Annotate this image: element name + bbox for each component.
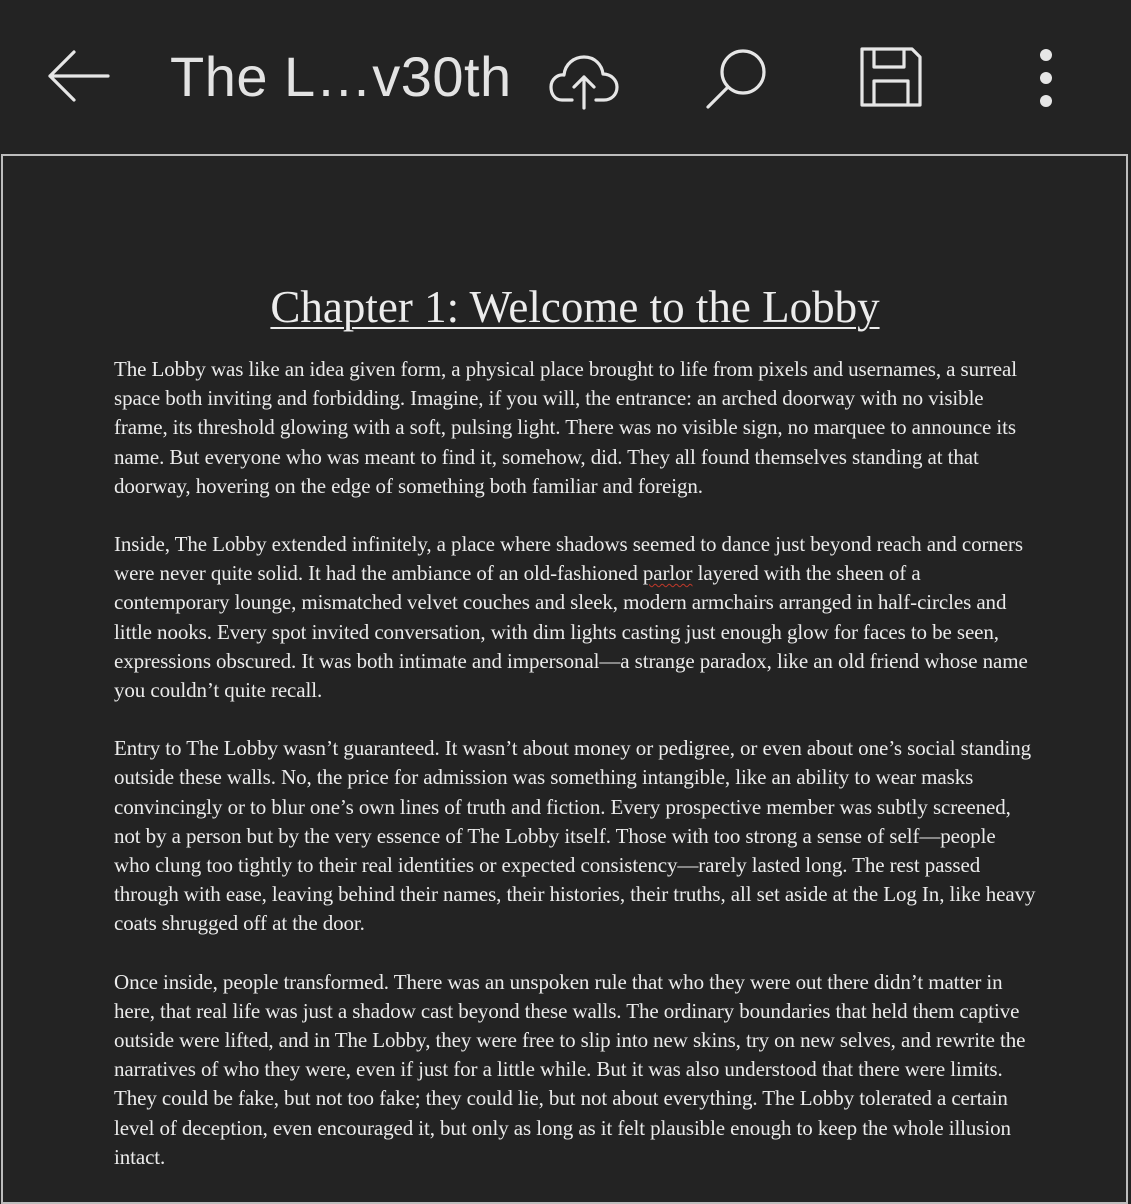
- app-toolbar: [0, 0, 1131, 155]
- cloud-upload-icon[interactable]: [548, 50, 620, 110]
- paragraph: Entry to The Lobby wasn’t guaranteed. It wasn’t about money or pedigree, or even about one’s social standing outside these walls. No, the price for admission was something intangible, like an ability to wear masks convincingly or to blur one’s own lines of truth and fiction. Every prospective member was subtly screened, not by a person but by the very essence of The Lobby itself. Those with too strong a sense of self—people who clung too tightly to their real identities or expected consistency—rarely lasted long. The rest passed through with ease, leaving behind their names, their histories, their truths, all set aside at the Log In, like heavy coats shrugged off at the door.: [114, 736, 1036, 936]
- search-icon[interactable]: [704, 48, 770, 110]
- back-arrow-icon[interactable]: [44, 48, 110, 104]
- paragraph: [114, 530, 1036, 705]
- more-options-icon[interactable]: [1034, 48, 1058, 108]
- paragraph-text: Inside, The Lobby extended infinitely, a place where shadows seemed to dance just beyond reach and corners were never quite solid. It had the ambiance of an old-fashioned: [114, 532, 1023, 586]
- spellcheck-flagged-word[interactable]: parlor: [642, 561, 693, 586]
- paragraph-text: layered with the sheen of a contemporary lounge, mismatched velvet couches and sleek, modern armchairs arranged in half-circles and little nooks. Every spot invited conversation, with dim lights casting just enough glow for faces to be seen, expressions obscured. It was both intimate and impersonal—a strange paradox, like an old friend whose name you couldn’t quite recall.: [114, 561, 1028, 703]
- document-title: The L…v30th: [170, 45, 512, 108]
- save-icon[interactable]: [858, 45, 924, 109]
- chapter-heading: Chapter 1: Welcome to the Lobby: [270, 282, 880, 332]
- paragraph: Once inside, people transformed. There was an unspoken rule that who they were out there didn’t matter in here, that real life was just a shadow cast beyond these walls. The ordinary boundaries that held them captive outside were lifted, and in The Lobby, they were free to slip into new skins, try on new selves, and rewrite the narratives of who they were, even if just for a little while. But it was also understood that there were limits. They could be fake, but not too fake; they could lie, but not about everything. The Lobby tolerated a certain level of deception, even encouraged it, but only as long as it felt plausible enough to keep the whole illusion intact.: [114, 969, 1026, 1169]
- paragraph: The Lobby was like an idea given form, a physical place brought to life from pixels and usernames, a surreal space both inviting and forbidding. Imagine, if you will, the entrance: an arched doorway with no visible frame, its threshold glowing with a soft, pulsing light. There was no visible sign, no marquee to announce its name. But everyone who was meant to find it, somehow, did. They all found themselves standing at that doorway, hovering on the edge of something both familiar and foreign.: [114, 357, 1017, 498]
- document-page[interactable]: [114, 282, 1036, 1201]
